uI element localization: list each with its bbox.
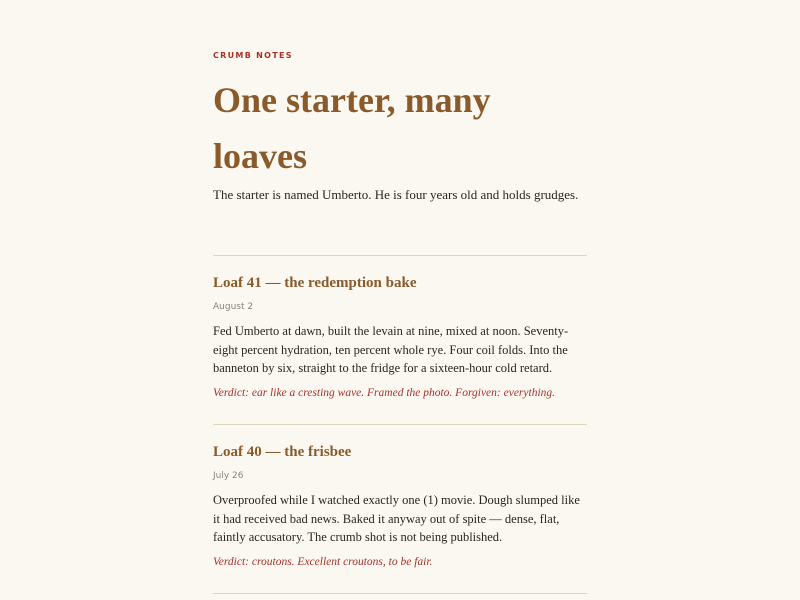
section-eyebrow: CRUMB NOTES [213,51,293,60]
entry-verdict-loaf-40: Verdict: croutons. Excellent croutons, to be fair. [213,556,433,568]
divider [213,255,587,256]
divider [213,593,587,594]
entry-title-loaf-40: Loaf 40 — the frisbee [213,444,352,460]
entry-body-loaf-41: Fed Umberto at dawn, built the levain at nine, mixed at noon. Seventy-eight percent hydration, ten percent whole rye. Four coil folds. Into the banneton by six, straight to the fridge for a sixteen-hour cold retard. [213,324,569,375]
page-title: One starter, many loaves [213,80,491,176]
entry-date-loaf-41: August 2 [213,302,254,312]
entry-date-loaf-40: July 26 [213,471,244,481]
entry-body-loaf-40: Overproofed while I watched exactly one (1) movie. Dough slumped like it had received bad news. Baked it anyway out of spite — dense, flat, faintly accusatory. The crumb shot is not being published. [213,493,580,544]
intro-text: The starter is named Umberto. He is four years old and holds grudges. [213,187,579,202]
entry-title-loaf-41: Loaf 41 — the redemption bake [213,275,417,291]
entry-verdict-loaf-41: Verdict: ear like a cresting wave. Framed the photo. Forgiven: everything. [213,387,556,399]
divider [213,424,587,425]
